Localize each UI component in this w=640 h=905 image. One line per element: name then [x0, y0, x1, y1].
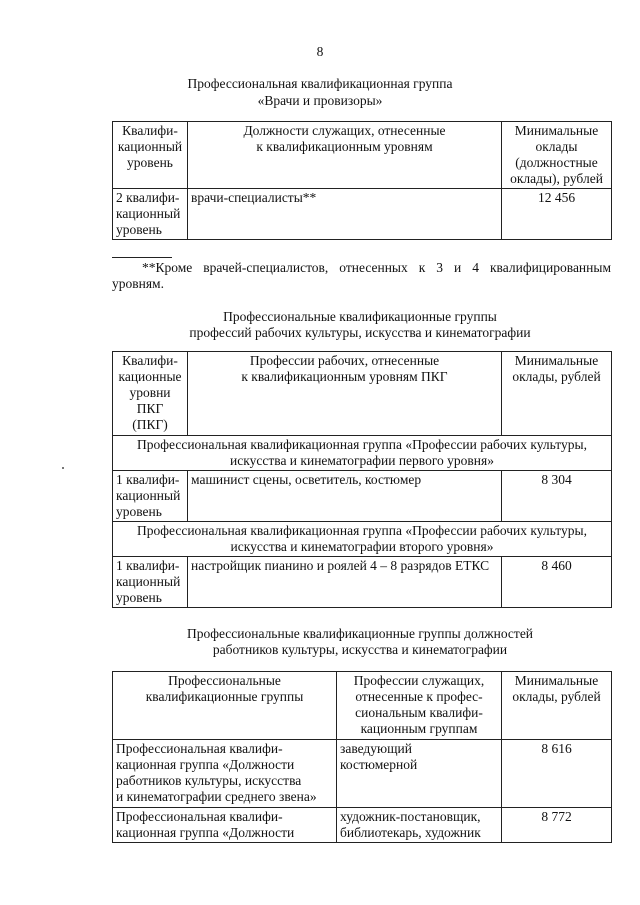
table-cell — [502, 808, 612, 843]
table-header-cell — [113, 672, 337, 740]
culture-staff-table — [112, 671, 612, 843]
position-text: врачи-специалисты** — [191, 190, 317, 205]
table-row — [113, 471, 612, 522]
group-text: Профессиональная квалифи- кационная группа «Должности — [116, 809, 295, 840]
table-row — [113, 740, 612, 808]
table-cell — [502, 471, 612, 522]
scan-speck — [62, 467, 64, 469]
table-cell — [113, 189, 188, 240]
footnote: **Кроме врачей-специалистов, отнесенных к 3 и 4 квалифицированным уровням. — [112, 260, 611, 291]
header-salary: Минимальные оклады (должностные оклады), рублей — [510, 123, 603, 186]
group-text: Профессиональная квалифи- кационная группа «Должности работников культуры, искусства и кинематографии среднего звена» — [116, 741, 317, 804]
table-group-row — [113, 436, 612, 471]
header-professions: Профессии служащих, отнесенные к профес- сиональным квалифи- кационным группам — [353, 673, 485, 736]
profession-text: художник-постановщик, библиотекарь, художник — [340, 809, 481, 840]
salary-value: 8 772 — [541, 809, 572, 824]
section2-title-line2: профессий рабочих культуры, искусства и кинематографии — [189, 325, 531, 340]
table-row — [113, 557, 612, 608]
salary-value: 8 616 — [541, 741, 572, 756]
profession-text: настройщик пианино и роялей 4 – 8 разрядов ЕТКС — [191, 558, 490, 573]
table-header-cell — [502, 352, 612, 436]
table-group-row — [113, 522, 612, 557]
header-level: Квалифи- кационный уровень — [117, 123, 183, 170]
salary-value: 8 460 — [541, 558, 572, 573]
header-salary: Минимальные оклады, рублей — [512, 673, 601, 704]
profession-text: машинист сцены, осветитель, костюмер — [191, 472, 422, 487]
profession-text: заведующий костюмерной — [340, 741, 418, 772]
footnote-divider — [112, 257, 172, 258]
section3-title-line1: Профессиональные квалификационные группы должностей — [186, 626, 534, 641]
section1-title-line2: «Врачи и провизоры» — [257, 93, 383, 108]
table-header-cell — [502, 122, 612, 189]
table-header-cell — [113, 352, 188, 436]
table-cell — [188, 471, 502, 522]
header-levels: Квалифи- кационные уровни ПКГ (ПКГ) — [118, 353, 182, 432]
table-cell — [113, 740, 337, 808]
level-text: 1 квалифи- кационный уровень — [116, 472, 181, 519]
table-cell — [113, 808, 337, 843]
workers-table — [112, 351, 612, 608]
table-cell — [188, 557, 502, 608]
table-row — [113, 808, 612, 843]
table-header-cell — [188, 352, 502, 436]
table-cell — [113, 557, 188, 608]
table-header-cell — [188, 122, 502, 189]
table-header-cell — [113, 122, 188, 189]
table-header-cell — [502, 672, 612, 740]
table-cell — [113, 471, 188, 522]
table-row — [113, 189, 612, 240]
group-heading: Профессиональная квалификационная группа «Профессии рабочих культуры, искусства и кинематографии второго уровня» — [113, 522, 612, 557]
header-positions: Должности служащих, отнесенные к квалификационным уровням — [243, 123, 446, 154]
section2-title-line1: Профессиональные квалификационные группы — [223, 309, 497, 324]
table-cell — [337, 740, 502, 808]
header-professions: Профессии рабочих, отнесенные к квалификационным уровням ПКГ — [241, 353, 448, 384]
doctors-table — [112, 121, 612, 240]
table-cell — [188, 189, 502, 240]
level-text: 2 квалифи- кационный уровень — [116, 190, 181, 237]
page-number: 8 — [316, 44, 324, 59]
table-cell — [502, 557, 612, 608]
table-header-cell — [337, 672, 502, 740]
salary-value: 8 304 — [541, 472, 572, 487]
table-cell — [502, 740, 612, 808]
salary-value: 12 456 — [537, 190, 576, 205]
table-cell — [337, 808, 502, 843]
section3-title-line2: работников культуры, искусства и кинематографии — [212, 642, 508, 657]
group-heading: Профессиональная квалификационная группа «Профессии рабочих культуры, искусства и кинематографии первого уровня» — [113, 436, 612, 471]
table-cell — [502, 189, 612, 240]
section1-title-line1: Профессиональная квалификационная группа — [187, 76, 453, 91]
level-text: 1 квалифи- кационный уровень — [116, 558, 181, 605]
header-groups: Профессиональные квалификационные группы — [145, 673, 304, 704]
header-salary: Минимальные оклады, рублей — [512, 353, 601, 384]
